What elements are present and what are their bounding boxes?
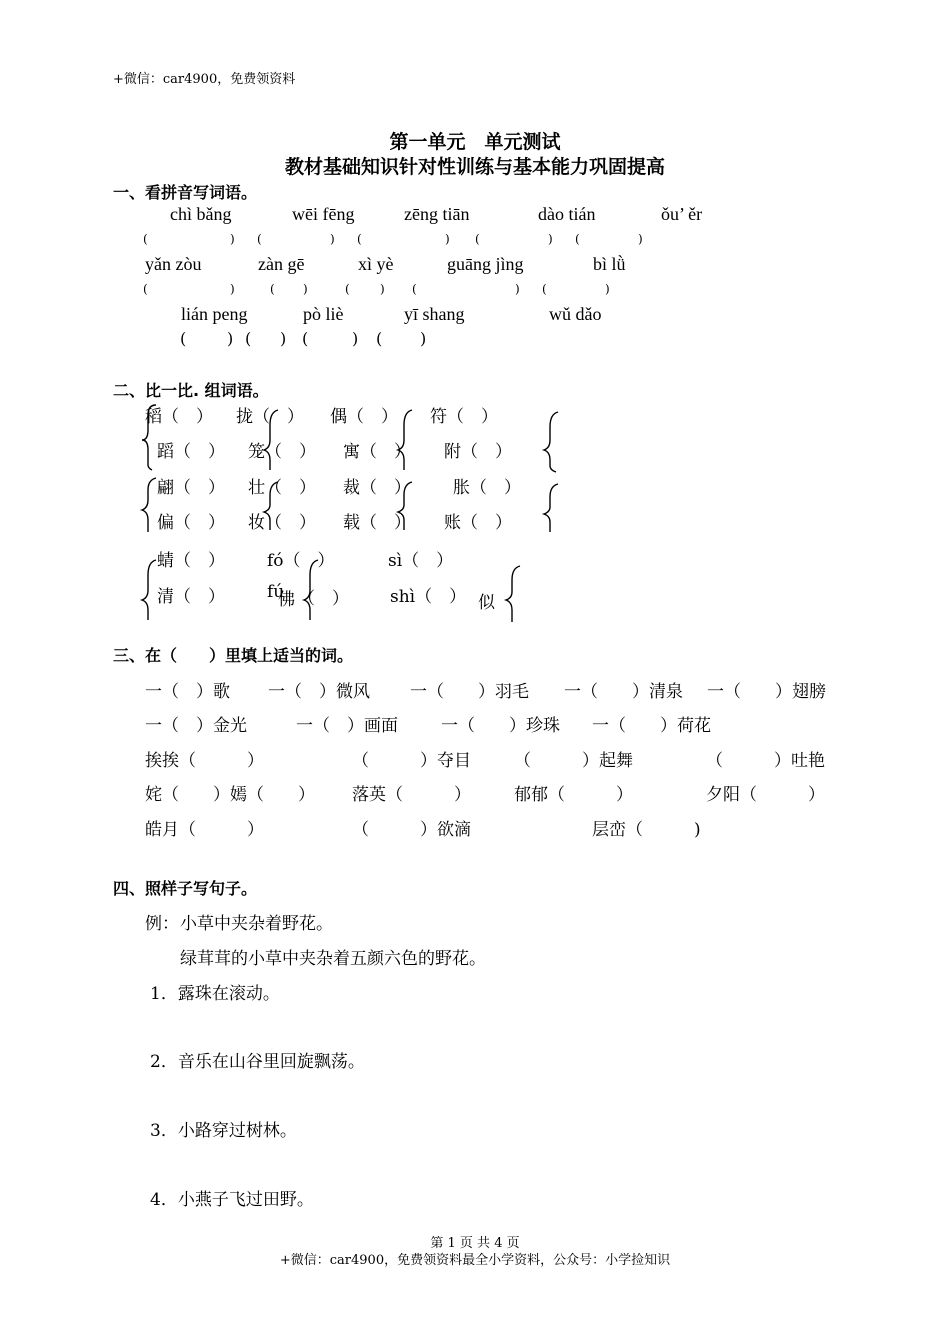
paren: ( [245, 329, 252, 348]
compare-item: sì（ ） [388, 551, 454, 571]
page-number: 第 1 页 共 4 页 [430, 1236, 520, 1251]
compare-item: 壮（ ） [248, 478, 316, 498]
brace-icon [264, 410, 278, 470]
example-label: 例： [145, 914, 179, 934]
compare-item: fó（ ） [267, 551, 335, 571]
brace-icon [398, 410, 412, 470]
paren: ) [352, 329, 359, 348]
fill-item: 一（ ）翅膀 [707, 682, 826, 702]
pinyin-item: ǒu’ ěr [661, 204, 703, 224]
pinyin-item: zēng tiān [404, 204, 470, 224]
footer-note: +微信：car4900，免费领资料最全小学资料，公众号：小学捡知识 [279, 1253, 671, 1268]
pinyin-item: bì lǜ [593, 254, 626, 274]
brace-icon [142, 560, 156, 620]
paren: ) [230, 232, 235, 246]
fill-item: （ ）欲滴 [352, 820, 471, 840]
fill-item: 落英（ ） [352, 785, 471, 805]
compare-item: 佛 [278, 590, 295, 610]
compare-item: 妆（ ） [248, 513, 316, 533]
compare-item: 寓（ ） [343, 442, 411, 462]
compare-item: 似 [478, 593, 495, 613]
paren: ( [180, 329, 187, 348]
pinyin-item: pò liè [303, 304, 344, 324]
brace-icon [304, 560, 318, 620]
fill-item: （ ）起舞 [514, 751, 633, 771]
fill-item: 层峦（ ) [592, 820, 701, 840]
paren: ) [605, 282, 610, 296]
compare-item: 翩（ ） [157, 478, 225, 498]
paren: ( [575, 232, 580, 246]
compare-item: （ ） [298, 589, 349, 609]
example-expanded: 绿茸茸的小草中夹杂着五颜六色的野花。 [180, 949, 486, 969]
compare-item: 胀（ ） [453, 478, 521, 498]
compare-item: 载（ ） [343, 513, 411, 533]
brace-icon [142, 405, 156, 470]
fill-item: 一（ ）歌 [145, 682, 230, 702]
brace-icon [544, 412, 558, 472]
pinyin-item: yī shang [404, 304, 465, 324]
paren: ( [302, 329, 309, 348]
paren: ) [445, 232, 450, 246]
compare-item: fú [267, 582, 285, 602]
paren: ) [280, 329, 287, 348]
fill-item: （ ）吐艳 [706, 751, 825, 771]
fill-item: 一（ ）金光 [145, 716, 247, 736]
paren: ( [542, 282, 547, 296]
brace-icon [398, 482, 412, 530]
paren: ( [257, 232, 262, 246]
fill-item: 姹（ ）嫣（ ） [145, 785, 315, 805]
brace-icon [264, 482, 278, 530]
pinyin-item: xì yè [358, 254, 394, 274]
pinyin-item: wēi fēng [292, 204, 355, 224]
paren: ( [143, 282, 148, 296]
brace-decorations [0, 0, 950, 640]
paren: ) [330, 232, 335, 246]
compare-item: 蜻（ ） [157, 551, 225, 571]
pinyin-item: guāng jìng [447, 254, 524, 274]
section3-heading: 三、在（ ）里填上适当的词。 [113, 646, 354, 665]
section1-heading: 一、看拼音写词语。 [113, 183, 258, 202]
sentence-item: 1．露珠在滚动。 [150, 984, 280, 1004]
compare-item: 笼（ ） [248, 442, 316, 462]
fill-item: 一（ ）荷花 [592, 716, 711, 736]
paren: ) [227, 329, 234, 348]
fill-item: 一（ ）清泉 [564, 682, 683, 702]
fill-item: 皓月（ ） [145, 820, 264, 840]
example-original: 小草中夹杂着野花。 [180, 914, 333, 934]
compare-item: 蹈（ ） [157, 442, 225, 462]
sentence-item: 3．小路穿过树林。 [150, 1121, 297, 1141]
paren: ( [345, 282, 350, 296]
sentence-item: 2．音乐在山谷里回旋飘荡。 [150, 1052, 365, 1072]
fill-item: 挨挨（ ） [145, 751, 264, 771]
paren: ( [270, 282, 275, 296]
compare-item: 裁（ ） [343, 478, 411, 498]
fill-item: （ ）夺目 [352, 751, 471, 771]
pinyin-item: yǎn zòu [145, 254, 202, 274]
fill-item: 一（ ）羽毛 [410, 682, 529, 702]
brace-icon [506, 566, 520, 622]
paren: ) [380, 282, 385, 296]
compare-item: shì（ ） [390, 587, 467, 607]
pinyin-item: lián peng [181, 304, 248, 324]
paren: ( [143, 232, 148, 246]
paren: ( [376, 329, 383, 348]
pinyin-item: zàn gē [258, 254, 305, 274]
fill-item: 郁郁（ ） [514, 785, 633, 805]
page-subtitle: 教材基础知识针对性训练与基本能力巩固提高 [284, 156, 665, 178]
pinyin-item: dào tián [538, 204, 596, 224]
compare-item: 拢（ ） [236, 407, 304, 427]
pinyin-item: wǔ dǎo [549, 304, 602, 324]
paren: ) [230, 282, 235, 296]
compare-item: 偏（ ） [157, 513, 225, 533]
section2-heading: 二、比一比. 组词语。 [113, 381, 269, 400]
compare-item: 账（ ） [444, 513, 512, 533]
header-note: +微信：car4900，免费领资料 [113, 72, 296, 87]
fill-item: 一（ ）画面 [296, 716, 398, 736]
compare-item: 附（ ） [444, 442, 512, 462]
brace-icon [544, 484, 558, 532]
brace-icon [142, 478, 156, 532]
compare-item: 偶（ ） [330, 407, 398, 427]
sentence-item: 4．小燕子飞过田野。 [150, 1190, 314, 1210]
compare-item: 符（ ） [430, 407, 498, 427]
compare-item: 稻（ ） [145, 407, 213, 427]
paren: ( [412, 282, 417, 296]
fill-item: 夕阳（ ） [706, 785, 825, 805]
paren: ( [475, 232, 480, 246]
paren: ) [638, 232, 643, 246]
pinyin-item: chì bǎng [170, 204, 232, 224]
section4-heading: 四、照样子写句子。 [113, 879, 258, 898]
paren: ) [548, 232, 553, 246]
fill-item: 一（ ）微风 [268, 682, 370, 702]
paren: ( [357, 232, 362, 246]
paren: ) [420, 329, 427, 348]
compare-item: 清（ ） [157, 587, 225, 607]
paren: ) [303, 282, 308, 296]
fill-item: 一（ ）珍珠 [441, 716, 560, 736]
page-title: 第一单元 单元测试 [389, 131, 561, 153]
paren: ) [515, 282, 520, 296]
